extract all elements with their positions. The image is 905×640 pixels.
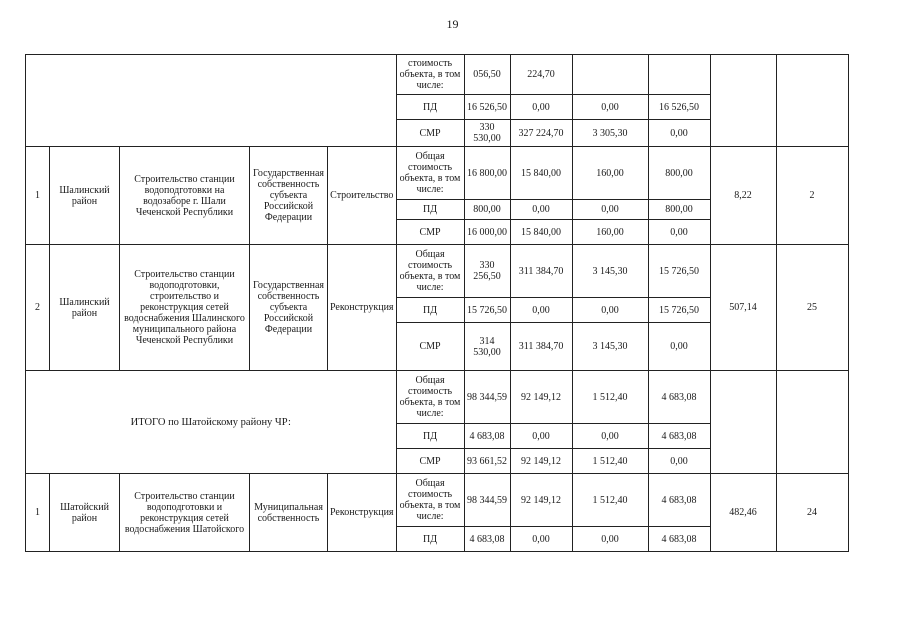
total-label: ИТОГО по Шатойскому району ЧР: [26, 371, 397, 474]
table-row [26, 147, 849, 200]
row-label: ПД [396, 95, 464, 120]
table-cell: 0,00 [648, 120, 710, 147]
table-cell: 330 530,00 [464, 120, 510, 147]
table-cell: 800,00 [464, 200, 510, 220]
row-number: 1 [26, 474, 50, 552]
work-type-cell: Реконструкция [328, 474, 397, 552]
object-cell: Строительство станции водоподготовки и реконструкция сетей водоснабжения Шатойского [120, 474, 250, 552]
object-cell: Строительство станции водоподготовки на водозаборе г. Шали Чеченской Республики [120, 147, 250, 245]
table-cell: 0,00 [648, 449, 710, 474]
table-cell: 3 145,30 [572, 323, 648, 371]
ownership-cell: Государственная собственность субъекта Российской Федерации [250, 147, 328, 245]
table-cell: 0,00 [510, 200, 572, 220]
table-row [26, 474, 849, 527]
blank-merged-cell [26, 55, 397, 147]
table-cell: 15 840,00 [510, 147, 572, 200]
table-cell: 056,50 [464, 55, 510, 95]
table-cell: 1 512,40 [572, 474, 648, 527]
table-cell: 15 840,00 [510, 220, 572, 245]
row-number: 2 [26, 245, 50, 371]
table-cell: 15 726,50 [648, 298, 710, 323]
table-cell: 4 683,08 [464, 424, 510, 449]
table-cell: 327 224,70 [510, 120, 572, 147]
table-cell: 0,00 [572, 200, 648, 220]
district-cell: Шатойский район [50, 474, 120, 552]
table-cell: 15 726,50 [648, 245, 710, 298]
table-cell: 4 683,08 [648, 424, 710, 449]
table-cell: 4 683,08 [464, 527, 510, 552]
table-cell: 800,00 [648, 200, 710, 220]
page-number: 19 [446, 17, 459, 31]
table-cell: 4 683,08 [648, 371, 710, 424]
jobs-cell: 24 [776, 474, 848, 552]
table-cell: 92 149,12 [510, 474, 572, 527]
row-label: Общая стоимость объекта, в том числе: [396, 371, 464, 424]
row-label: СМР [396, 323, 464, 371]
object-cell: Строительство станции водоподготовки, строительство и реконструкция сетей водоснабжения Шалинского муниципального района Чеченской Республики [120, 245, 250, 371]
row-label: Общая стоимость объекта, в том числе: [396, 245, 464, 298]
table-cell: 311 384,70 [510, 245, 572, 298]
jobs-cell: 2 [776, 147, 848, 245]
table-cell: 1 512,40 [572, 449, 648, 474]
table-cell: 93 661,52 [464, 449, 510, 474]
table-cell: 1 512,40 [572, 371, 648, 424]
row-label: ПД [396, 424, 464, 449]
row-label: стоимость объекта, в том числе: [396, 55, 464, 95]
row-label: ПД [396, 527, 464, 552]
table-cell: 160,00 [572, 147, 648, 200]
work-type-cell: Реконструкция [328, 245, 397, 371]
table-cell: 3 305,30 [572, 120, 648, 147]
table-cell: 4 683,08 [648, 527, 710, 552]
table-cell: 16 526,50 [648, 95, 710, 120]
row-label: Общая стоимость объекта, в том числе: [396, 147, 464, 200]
row-label: ПД [396, 298, 464, 323]
table-cell: 160,00 [572, 220, 648, 245]
row-label: СМР [396, 120, 464, 147]
table-cell: 16 000,00 [464, 220, 510, 245]
capacity-cell: 8,22 [710, 147, 776, 245]
table-cell: 0,00 [572, 527, 648, 552]
investment-table [25, 54, 849, 552]
capacity-cell [710, 55, 776, 147]
table-row [26, 55, 849, 95]
table-row [26, 371, 849, 424]
table-cell: 0,00 [648, 323, 710, 371]
table-row [26, 245, 849, 298]
ownership-cell: Муниципальная собственность [250, 474, 328, 552]
table-cell: 16 800,00 [464, 147, 510, 200]
table-cell: 4 683,08 [648, 474, 710, 527]
district-cell: Шалинский район [50, 245, 120, 371]
table-cell: 330 256,50 [464, 245, 510, 298]
table-cell: 311 384,70 [510, 323, 572, 371]
table-cell: 0,00 [510, 95, 572, 120]
table-cell: 92 149,12 [510, 371, 572, 424]
table-cell: 0,00 [572, 424, 648, 449]
table-cell: 224,70 [510, 55, 572, 95]
capacity-cell [710, 371, 776, 474]
table-cell: 0,00 [510, 298, 572, 323]
table-cell: 98 344,59 [464, 474, 510, 527]
table-cell: 92 149,12 [510, 449, 572, 474]
work-type-cell: Строительство [328, 147, 397, 245]
jobs-cell [776, 55, 848, 147]
jobs-cell: 25 [776, 245, 848, 371]
table-cell: 0,00 [648, 220, 710, 245]
table-cell: 16 526,50 [464, 95, 510, 120]
capacity-cell: 482,46 [710, 474, 776, 552]
table-cell: 0,00 [510, 424, 572, 449]
row-label: СМР [396, 449, 464, 474]
table-cell [572, 55, 648, 95]
row-label: СМР [396, 220, 464, 245]
table-cell: 98 344,59 [464, 371, 510, 424]
row-number: 1 [26, 147, 50, 245]
table-cell: 15 726,50 [464, 298, 510, 323]
table-cell: 314 530,00 [464, 323, 510, 371]
table-cell: 0,00 [572, 95, 648, 120]
row-label: ПД [396, 200, 464, 220]
ownership-cell: Государственная собственность субъекта Российской Федерации [250, 245, 328, 371]
row-label: Общая стоимость объекта, в том числе: [396, 474, 464, 527]
table-cell: 0,00 [572, 298, 648, 323]
table-cell: 0,00 [510, 527, 572, 552]
capacity-cell: 507,14 [710, 245, 776, 371]
jobs-cell [776, 371, 848, 474]
table-cell: 3 145,30 [572, 245, 648, 298]
table-cell [648, 55, 710, 95]
district-cell: Шалинский район [50, 147, 120, 245]
table-cell: 800,00 [648, 147, 710, 200]
